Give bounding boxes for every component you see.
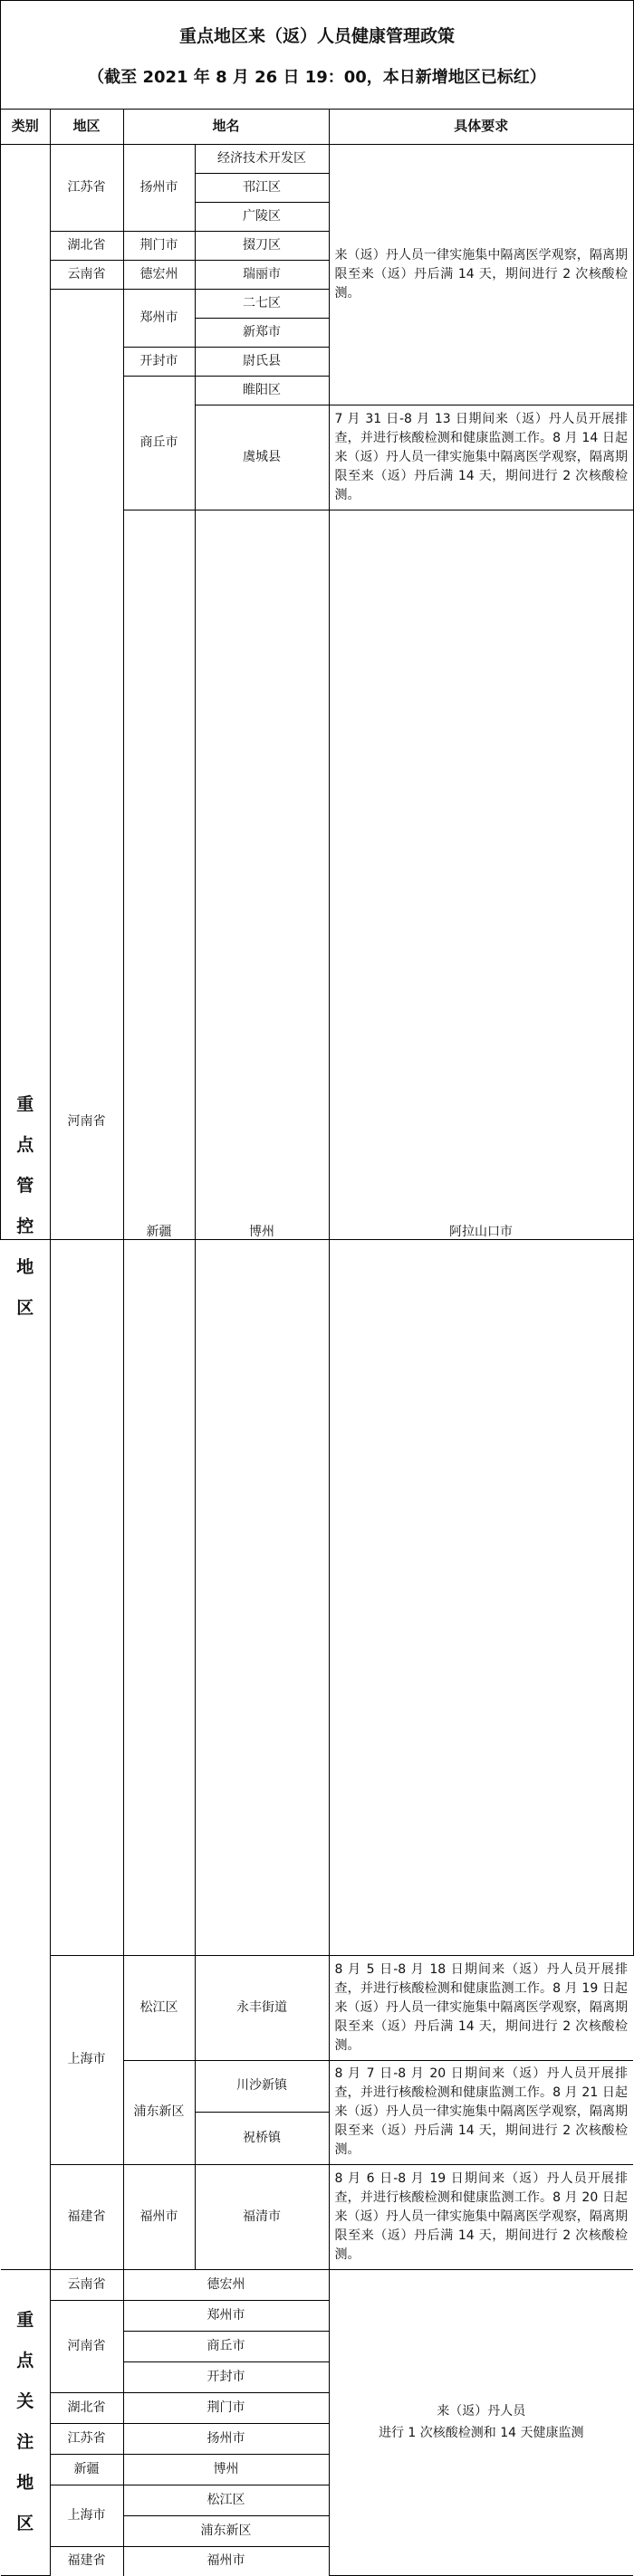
- province-cell: 河南省: [50, 289, 123, 1955]
- city-cell: 扬州市: [123, 144, 195, 231]
- place-cell: 浦东新区: [123, 2516, 329, 2547]
- place-cell: 福清市: [195, 2164, 329, 2269]
- policy-document: [0, 0, 634, 1240]
- province-cell: 福建省: [50, 2164, 123, 2269]
- province-cell: 福建省: [50, 2547, 123, 2576]
- requirement-cell-yongfeng: [329, 1955, 633, 2060]
- province-cell: 江苏省: [50, 2424, 123, 2455]
- province-cell: 湖北省: [50, 231, 123, 260]
- requirement-text: 7 月 31 日-8 月 13 日期间来（返）丹人员开展排查，并进行核酸检测和健康监测工作。8 月 14 日起来（返）丹人员一律实施集中隔离医学观察，隔离期限至来（返）丹后满 14 天，期间进行 2 次核酸检测。: [335, 412, 629, 502]
- district-cell: 浦东新区: [123, 2060, 195, 2164]
- requirement-cell-pudong: [329, 2060, 633, 2164]
- place-cell: 开封市: [123, 2362, 329, 2393]
- place-cell: 经济技术开发区: [195, 144, 329, 173]
- category-attention-label: 重点关注地区: [16, 2300, 34, 2544]
- province-cell: 江苏省: [50, 144, 123, 231]
- city-cell: 德宏州: [123, 260, 195, 289]
- place-cell: 新郑市: [195, 318, 329, 347]
- requirement-cell-attention: [329, 2270, 633, 2576]
- requirement-cell-fuqing: [329, 2164, 633, 2269]
- category-control-label: 重点管控地区: [16, 1084, 34, 1329]
- district-cell: 松江区: [123, 1955, 195, 2060]
- place-cell: 商丘市: [123, 2332, 329, 2362]
- place-cell: 永丰街道: [195, 1955, 329, 2060]
- attention-table: [1, 2270, 633, 2576]
- place-cell: 荆门市: [123, 2393, 329, 2424]
- place-cell: 祝桥镇: [195, 2112, 329, 2164]
- province-cell: 新疆: [123, 510, 195, 1955]
- place-cell: 邗江区: [195, 173, 329, 202]
- column-header-requirement: 具体要求: [329, 110, 633, 144]
- policy-table: [1, 110, 633, 2270]
- place-cell: 阿拉山口市: [329, 510, 633, 1955]
- requirement-text: 8 月 5 日-8 月 18 日期间来（返）丹人员开展排查，并进行核酸检测和健康监测工作。8 月 19 日起来（返）丹人员一律实施集中隔离医学观察，隔离期限至来（返）丹后满 14 天，期间进行 2 次核酸检测。: [335, 1962, 629, 2053]
- requirement-line: 来（返）丹人员: [330, 2400, 634, 2422]
- requirement-text: 来（返）丹人员一律实施集中隔离医学观察，隔离期限至来（返）丹后满 14 天，期间进行 2 次核酸检测。: [335, 248, 629, 301]
- place-cell: 虞城县: [195, 405, 329, 510]
- province-cell: 上海市: [50, 2485, 123, 2547]
- table-row: [1, 2270, 633, 2301]
- table-row: [1, 2164, 633, 2269]
- column-header-place: 地名: [123, 110, 329, 144]
- requirement-cell-general: [329, 144, 633, 405]
- place-cell: 郑州市: [123, 2301, 329, 2332]
- column-header-category: 类别: [1, 110, 50, 144]
- province-cell: 云南省: [50, 2270, 123, 2301]
- place-cell: 瑞丽市: [195, 260, 329, 289]
- place-cell: 二七区: [195, 289, 329, 318]
- place-cell: 川沙新镇: [195, 2060, 329, 2112]
- province-cell: 河南省: [50, 2301, 123, 2393]
- requirement-cell-yucheng: [329, 405, 633, 510]
- city-cell: 郑州市: [123, 289, 195, 347]
- city-cell: 荆门市: [123, 231, 195, 260]
- city-cell: 商丘市: [123, 376, 195, 510]
- document-title: 重点地区来（返）人员健康管理政策: [1, 1, 633, 46]
- document-header: [1, 1, 633, 110]
- place-cell: 扬州市: [123, 2424, 329, 2455]
- place-cell: 德宏州: [123, 2270, 329, 2301]
- table-row: [1, 1955, 633, 2060]
- place-cell: 尉氏县: [195, 347, 329, 376]
- place-cell: 广陵区: [195, 202, 329, 231]
- province-cell: 新疆: [50, 2455, 123, 2485]
- requirement-line: 进行 1 次核酸检测和 14 天健康监测: [330, 2422, 634, 2444]
- place-cell: 睢阳区: [195, 376, 329, 405]
- document-subtitle: （截至 2021 年 8 月 26 日 19：00，本日新增地区已标红）: [1, 68, 633, 88]
- requirement-text: 8 月 7 日-8 月 20 日期间来（返）丹人员开展排查，并进行核酸检测和健康监测工作。8 月 21 日起来（返）丹人员一律实施集中隔离医学观察，隔离期限至来（返）丹后满 14 天，期间进行 2 次核酸检测。: [335, 2066, 629, 2157]
- category-control: [1, 144, 50, 2269]
- table-header-row: [1, 110, 633, 144]
- city-cell: 博州: [195, 510, 329, 1955]
- province-cell: 湖北省: [50, 2393, 123, 2424]
- city-cell: 福州市: [123, 2164, 195, 2269]
- place-cell: 福州市: [123, 2547, 329, 2576]
- category-attention: [1, 2270, 50, 2576]
- place-cell: 松江区: [123, 2485, 329, 2516]
- province-cell: 云南省: [50, 260, 123, 289]
- column-header-region: 地区: [50, 110, 123, 144]
- requirement-text: 8 月 6 日-8 月 19 日期间来（返）丹人员开展排查，并进行核酸检测和健康监测工作。8 月 20 日起来（返）丹人员一律实施集中隔离医学观察，隔离期限至来（返）丹后满 14 天，期间进行 2 次核酸检测。: [335, 2171, 629, 2262]
- province-cell: 上海市: [50, 1955, 123, 2164]
- table-row: [1, 144, 633, 173]
- city-cell: 开封市: [123, 347, 195, 376]
- place-cell: 博州: [123, 2455, 329, 2485]
- place-cell: 掇刀区: [195, 231, 329, 260]
